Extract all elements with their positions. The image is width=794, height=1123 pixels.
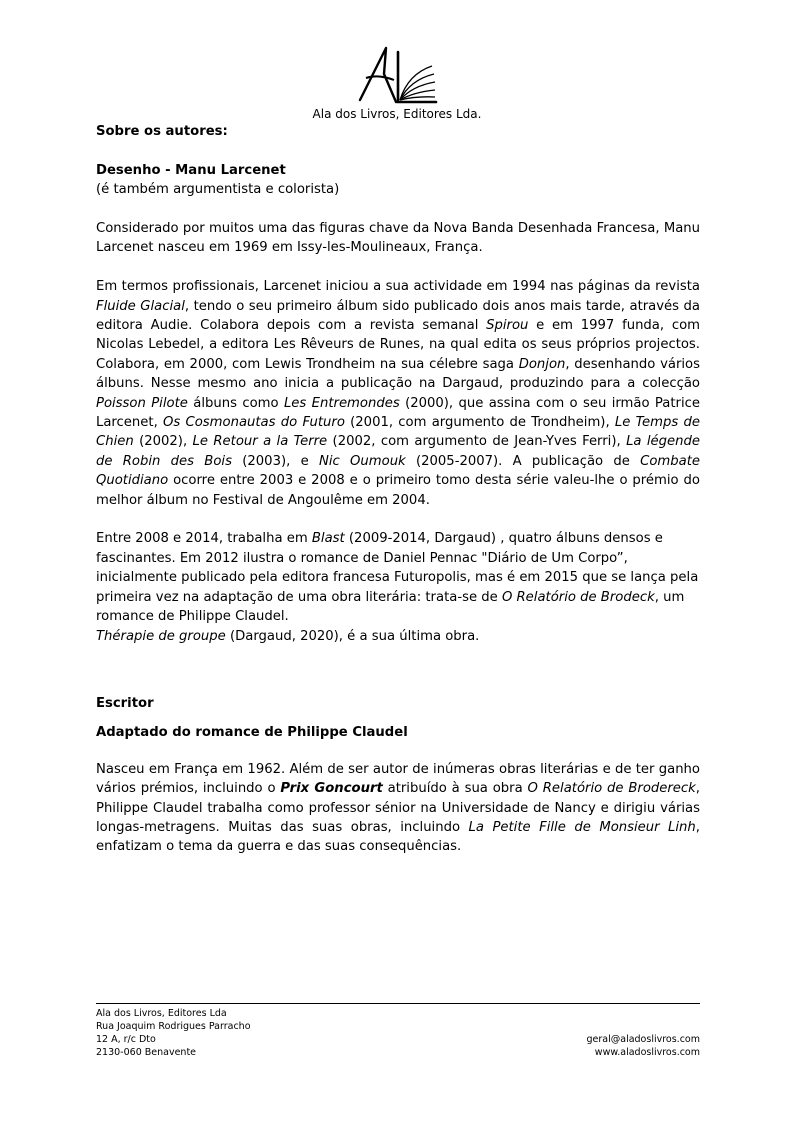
writer-heading: Escritor xyxy=(96,695,154,711)
footer-divider xyxy=(96,1003,700,1004)
footer-website-link[interactable]: www.aladoslivros.com xyxy=(594,1047,700,1058)
publisher-name: Ala dos Livros, Editores Lda. xyxy=(312,107,482,121)
artist-career-paragraph: Em termos profissionais, Larcenet iniciou a sua actividade em 1994 nas páginas da revista Fluide Glacial, tendo o seu primeiro álbum sido publicado dois anos mais tarde, através da editora Audie. Colabora depois com a revista semanal Spirou e em 1997 funda, com Nicolas Lebedel, a editora Les Rêveurs de Runes, na qual edita os seus próprios projectos. Colabora, em 2000, com Lewis Trondheim na sua célebre saga Donjon, desenhando vários álbuns. Nesse mesmo ano inicia a publicação na Dargaud, produzindo para a colecção Poisson Pilote álbuns como Les Entremondes (2000), que assina com o seu irmão Patrice Larcenet, Os Cosmonautas do Futuro (2001, com argumento de Trondheim), Le Temps de Chien (2002), Le Retour a la Terre (2002, com argumento de Jean-Yves Ferri), La légende de Robin des Bois (2003), e Nic Oumouk (2005-2007). A publicação de Combate Quotidiano ocorre entre 2003 e 2008 e o primeiro tomo desta série valeu-lhe o prémio do melhor álbum no Festival de Angoulême em 2004. xyxy=(96,279,700,508)
footer-address xyxy=(96,1007,251,1059)
footer-company: Ala dos Livros, Editores Lda xyxy=(96,1008,227,1019)
writer-subheading: Adaptado do romance de Philippe Claudel xyxy=(96,725,408,741)
footer-unit: 12 A, r/c Dto xyxy=(96,1034,156,1045)
artist-subtitle: (é também argumentista e colorista) xyxy=(96,182,340,198)
writer-bio-paragraph: Nasceu em França em 1962. Além de ser autor de inúmeras obras literárias e de ter ganho vários prémios, incluindo o Prix Goncourt atribuído à sua obra O Relatório de Brodereck, Philippe Claudel trabalha como professor sénior na Universidade de Nancy e dirigiu várias longas-metragens. Muitas das suas obras, incluindo La Petite Fille de Monsieur Linh, enfatizam o tema da guerra e das suas consequências. xyxy=(96,761,700,855)
artist-heading: Desenho - Manu Larcenet xyxy=(96,162,286,178)
artist-latest-work: Thérapie de groupe (Dargaud, 2020), é a sua última obra. xyxy=(96,628,480,644)
footer-contact xyxy=(587,1033,701,1059)
publisher-logo xyxy=(356,44,438,106)
artist-intro-paragraph: Considerado por muitos uma das figuras chave da Nova Banda Desenhada Francesa, Manu Larcenet nasceu em 1969 em Issy-les-Moulineaux, França. xyxy=(96,221,700,256)
footer-street: Rua Joaquim Rodrigues Parracho xyxy=(96,1021,251,1032)
footer-email-link[interactable]: geral@aladoslivros.com xyxy=(586,1034,700,1045)
footer-postal: 2130-060 Benavente xyxy=(96,1047,197,1058)
artist-recent-paragraph: Entre 2008 e 2014, trabalha em Blast (2009-2014, Dargaud) , quatro álbuns densos e fascinantes. Em 2012 ilustra o romance de Daniel Pennac "Diário de Um Corpo”, inicialmente publicado pela editora francesa Futuropolis, mas é em 2015 que se lança pela primeira vez na adaptação de uma obra literária: trata-se de O Relatório de Brodeck, um romance de Philippe Claudel. xyxy=(96,531,699,625)
document-body xyxy=(96,122,700,857)
section-heading-authors: Sobre os autores: xyxy=(96,124,228,139)
